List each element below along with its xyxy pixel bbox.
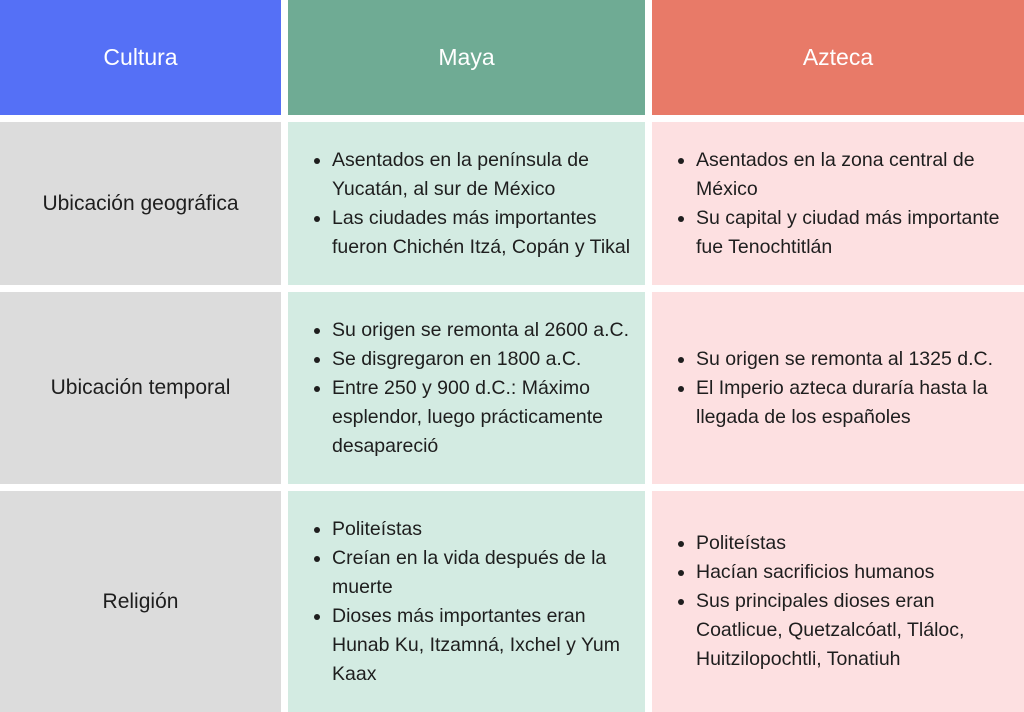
- list-item: • Su capital y ciudad más importante fue Tenochtitlán: [696, 204, 1014, 262]
- azteca-cell: [652, 491, 1024, 712]
- maya-cell: [288, 122, 645, 285]
- header-cultura: Cultura: [0, 0, 281, 115]
- list-item: • Se disgregaron en 1800 a.C.: [332, 345, 635, 374]
- row-label: Religión: [0, 491, 281, 712]
- list-item: • El Imperio azteca duraría hasta la llegada de los españoles: [696, 374, 1014, 432]
- list-item: • Entre 250 y 900 d.C.: Máximo esplendor, luego prácticamente desapareció: [332, 374, 635, 461]
- list-item: • Politeístas: [696, 529, 1014, 558]
- list-item: • Politeístas: [332, 515, 635, 544]
- list-item: • Sus principales dioses eran Coatlicue, Quetzalcóatl, Tláloc, Huitzilopochtli, Tonatiuh: [696, 587, 1014, 674]
- list-item: • Las ciudades más importantes fueron Chichén Itzá, Copán y Tikal: [332, 204, 635, 262]
- header-azteca: Azteca: [652, 0, 1024, 115]
- list-item: • Creían en la vida después de la muerte: [332, 544, 635, 602]
- list-item: • Su origen se remonta al 2600 a.C.: [332, 316, 635, 345]
- bullet-list: [676, 345, 1014, 432]
- maya-cell: [288, 292, 645, 484]
- maya-cell: [288, 491, 645, 712]
- row-label: Ubicación temporal: [0, 292, 281, 484]
- list-item: • Asentados en la península de Yucatán, al sur de México: [332, 146, 635, 204]
- list-item: • Hacían sacrificios humanos: [696, 558, 1014, 587]
- azteca-cell: [652, 122, 1024, 285]
- bullet-list: [312, 316, 635, 461]
- list-item: • Su origen se remonta al 1325 d.C.: [696, 345, 1014, 374]
- bullet-list: [312, 515, 635, 689]
- bullet-list: [676, 146, 1014, 262]
- azteca-cell: [652, 292, 1024, 484]
- bullet-list: [312, 146, 635, 262]
- bullet-list: [676, 529, 1014, 674]
- list-item: • Asentados en la zona central de México: [696, 146, 1014, 204]
- header-maya: Maya: [288, 0, 645, 115]
- list-item: • Dioses más importantes eran Hunab Ku, Itzamná, Ixchel y Yum Kaax: [332, 602, 635, 689]
- row-label: Ubicación geográfica: [0, 122, 281, 285]
